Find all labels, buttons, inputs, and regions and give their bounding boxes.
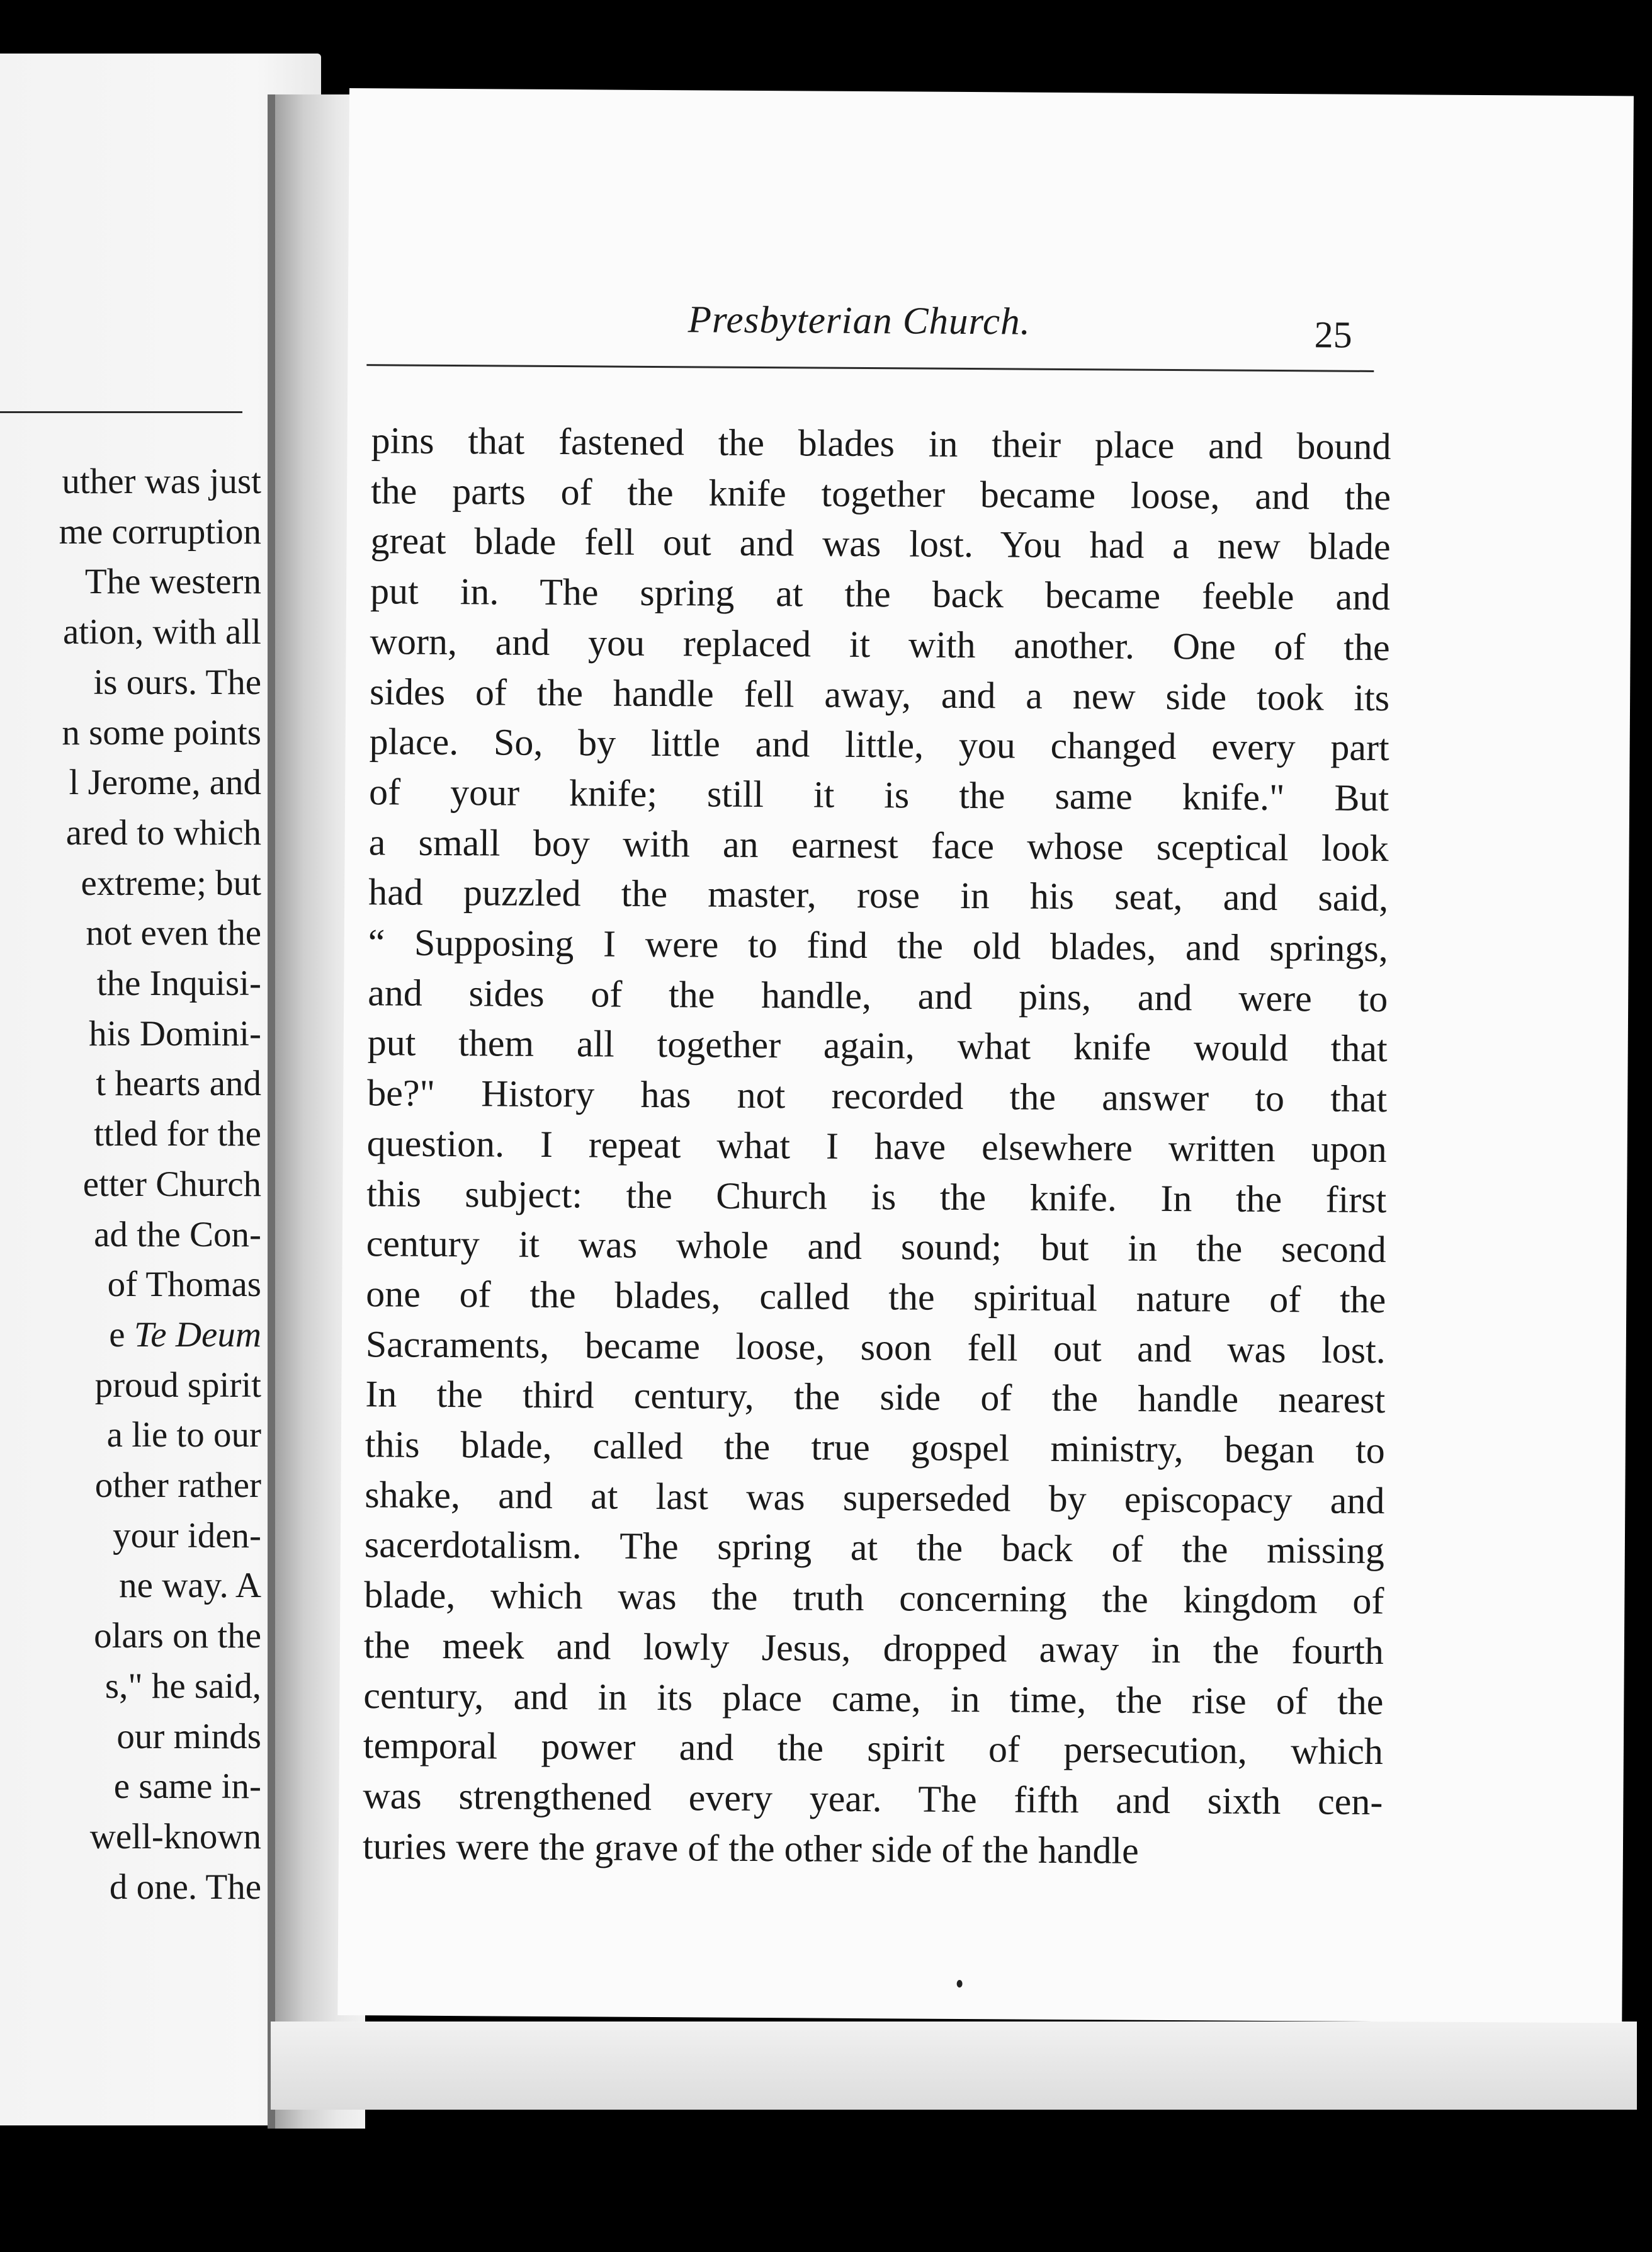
text-line: pins that fastened the blades in their place and bound: [371, 419, 1391, 468]
left-text-line: ared to which: [65, 812, 261, 853]
left-text-line: is ours. The: [93, 662, 261, 702]
text-line: one of the blades, called the spiritual nature of the: [366, 1273, 1386, 1321]
text-line: sacerdotalism. The spring at the back of the missing: [364, 1523, 1385, 1572]
left-text-line: s," he said,: [105, 1666, 261, 1706]
left-text-line: ne way. A: [119, 1566, 261, 1606]
text-line: was strengthened every year. The fifth and sixth cen-: [363, 1775, 1383, 1823]
left-text-line: me corruption: [59, 511, 261, 552]
text-line: Sacraments, became loose, soon fell out and was lost.: [365, 1322, 1386, 1371]
left-text-line: ttled for the: [94, 1114, 261, 1154]
left-text-line: d one. The: [109, 1867, 261, 1907]
left-text-line: ad the Con-: [94, 1214, 261, 1254]
left-text-line: extreme; but: [81, 863, 261, 903]
left-text-line: well-known: [89, 1816, 261, 1857]
text-line: and sides of the handle, and pins, and were to: [368, 971, 1388, 1020]
left-text-line: etter Church: [82, 1164, 261, 1204]
left-text-line: other rather: [94, 1465, 261, 1506]
header-rule: [366, 364, 1374, 372]
text-line: sides of the handle fell away, and a new side took its: [369, 670, 1390, 719]
text-line: “ Supposing I were to find the old blades, and springs,: [368, 921, 1388, 970]
text-line: century, and in its place came, in time, the rise of the: [363, 1674, 1384, 1722]
page-number: 25: [1314, 314, 1352, 356]
text-line: place. So, by little and little, you changed every part: [369, 720, 1389, 769]
page-bottom-edge: [271, 2022, 1637, 2110]
left-text-line: our minds: [116, 1716, 261, 1756]
left-header-rule: [0, 411, 242, 413]
text-line: be?" History has not recorded the answer to that: [367, 1072, 1388, 1120]
text-line: the parts of the knife together became loose, and the: [370, 469, 1391, 518]
gutter-edge: [268, 94, 275, 2129]
left-text-line: a lie to our: [106, 1415, 261, 1455]
body-text: [363, 416, 1391, 1877]
text-line: a small boy with an earnest face whose sceptical look: [368, 821, 1389, 869]
text-line: worn, and you replaced it with another. One of the: [370, 620, 1390, 668]
text-line: this blade, called the true gospel ministry, began to: [365, 1423, 1386, 1472]
text-line: shake, and at last was superseded by episcopacy and: [365, 1473, 1385, 1521]
text-line: temporal power and the spirit of persecution, which: [363, 1724, 1384, 1773]
text-line: put them all together again, what knife would that: [367, 1021, 1388, 1070]
left-text-line: The western: [84, 562, 261, 602]
left-text-line: of Thomas: [107, 1265, 261, 1305]
left-text-line: his Domini-: [89, 1013, 261, 1054]
text-line: the meek and lowly Jesus, dropped away in the fourth: [363, 1624, 1384, 1672]
text-line: century it was whole and sound; but in the second: [366, 1222, 1386, 1271]
left-text-line: n some points: [62, 712, 261, 753]
text-line: of your knife; still it is the same knife." But: [368, 771, 1389, 819]
left-text-line: l Jerome, and: [69, 763, 261, 803]
left-text-line: ation, with all: [62, 612, 261, 652]
left-page-text: [59, 457, 261, 1912]
italic-te-deum: Te Deum: [133, 1314, 261, 1355]
left-text-line: olars on the: [94, 1616, 261, 1656]
left-text-line: not even the: [86, 913, 261, 953]
left-text-line: your iden-: [113, 1515, 261, 1555]
left-text-line: e same in-: [113, 1766, 261, 1807]
text-line: turies were the grave of the other side of the handle: [362, 1824, 1139, 1872]
text-line: In the third century, the side of the handle nearest: [365, 1373, 1386, 1421]
text-line: had puzzled the master, rose in his seat, and said,: [368, 871, 1389, 919]
text-line: this subject: the Church is the knife. In the first: [366, 1172, 1387, 1220]
left-text-line: the Inquisi-: [96, 964, 261, 1004]
text-line: blade, which was the truth concerning the kingdom of: [364, 1574, 1384, 1622]
left-text-line: e Te Deum: [109, 1314, 261, 1355]
left-text-line: uther was just: [62, 462, 261, 501]
text-line: put in. The spring at the back became feeble and: [370, 570, 1391, 618]
text-line: question. I repeat what I have elsewhere written upon: [366, 1122, 1387, 1170]
text-line: great blade fell out and was lost. You had a new blade: [370, 520, 1391, 568]
left-text-line: proud spirit: [94, 1365, 261, 1405]
right-page: [337, 88, 1634, 2023]
running-head: Presbyterian Church.: [687, 299, 1031, 343]
left-text-line: t hearts and: [96, 1064, 261, 1104]
ink-speck: [957, 1980, 963, 1988]
